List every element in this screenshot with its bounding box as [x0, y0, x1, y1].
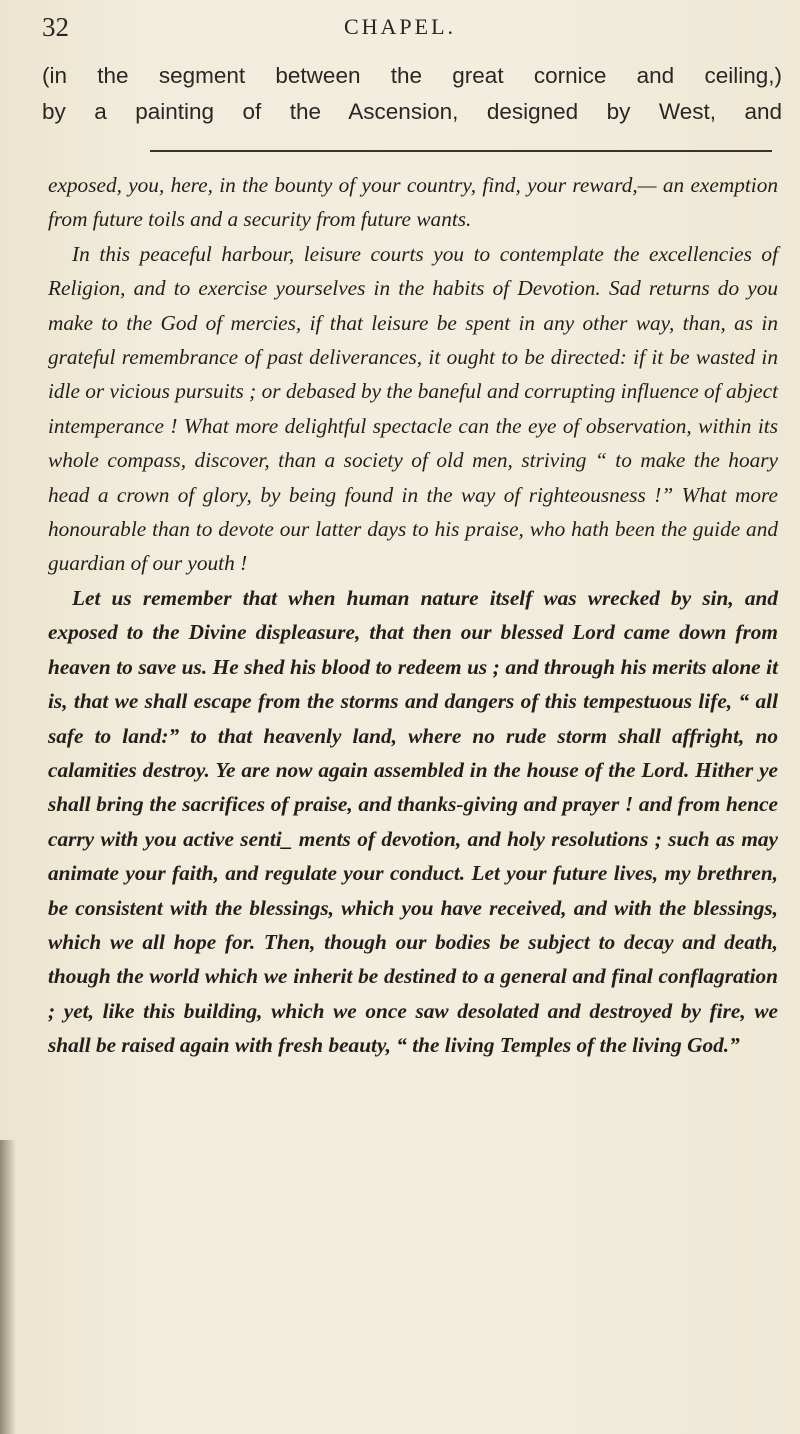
main-text-line-2: by a painting of the Ascension, designed by West, and: [42, 99, 782, 124]
footnote: [48, 168, 778, 1063]
running-head: CHAPEL.: [343, 14, 457, 39]
footnote-paragraph-1: exposed, you, here, in the bounty of your country, find, your reward,— an exemption from future toils and a security from future wants.: [48, 173, 778, 232]
footnote-rule: [150, 150, 772, 152]
page-number: 32: [42, 12, 69, 42]
footnote-paragraph-2: In this peaceful harbour, leisure courts you to contemplate the excellencies of Religion, and to exercise yourselves in the habits of Devotion. Sad returns do you make to the God of mercies, if that leisure be spent in any other way, than, as in grateful remembrance of past deliverances, it ought to be directed: if it be wasted in idle or vicious pursuits ; or debased by the baneful and corrupting influence of abject intemperance ! What more delightful spectacle can the eye of observation, within its whole compass, discover, than a society of old men, striving “ to make the hoary head a crown of glory, by being found in the way of righteousness !” What more honourable than to devote our latter days to his praise, who hath been the guide and guardian of our youth !: [48, 241, 778, 576]
binding-shadow: [0, 1140, 16, 1434]
footnote-paragraph-3: Let us remember that when human nature itself was wrecked by sin, and exposed to the Divine displeasure, that then our blessed Lord came down from heaven to save us. He shed his blood to redeem us ; and through his merits alone it is, that we shall escape from the storms and dangers of this tempestuous life, “ all safe to land:” to that heavenly land, where no rude storm shall affright, no calamities destroy. Ye are now again assembled in the house of the Lord. Hither ye shall bring the sacrifices of praise, and thanks-giving and prayer ! and from hence carry with you active senti_ ments of devotion, and holy resolutions ; such as may animate your faith, and regulate your conduct. Let your future lives, my brethren, be consistent with the blessings, which you have received, and with the blessings, which we all hope for. Then, though our bodies be subject to decay and death, though the world which we inherit be destined to a general and final conflagration ; yet, like this building, which we once saw desolated and destroyed by fire, we shall be raised again with fresh beauty, “ the living Temples of the living God.”: [48, 585, 778, 1058]
main-text-line-1: (in the segment between the great cornice and ceiling,): [42, 63, 782, 88]
